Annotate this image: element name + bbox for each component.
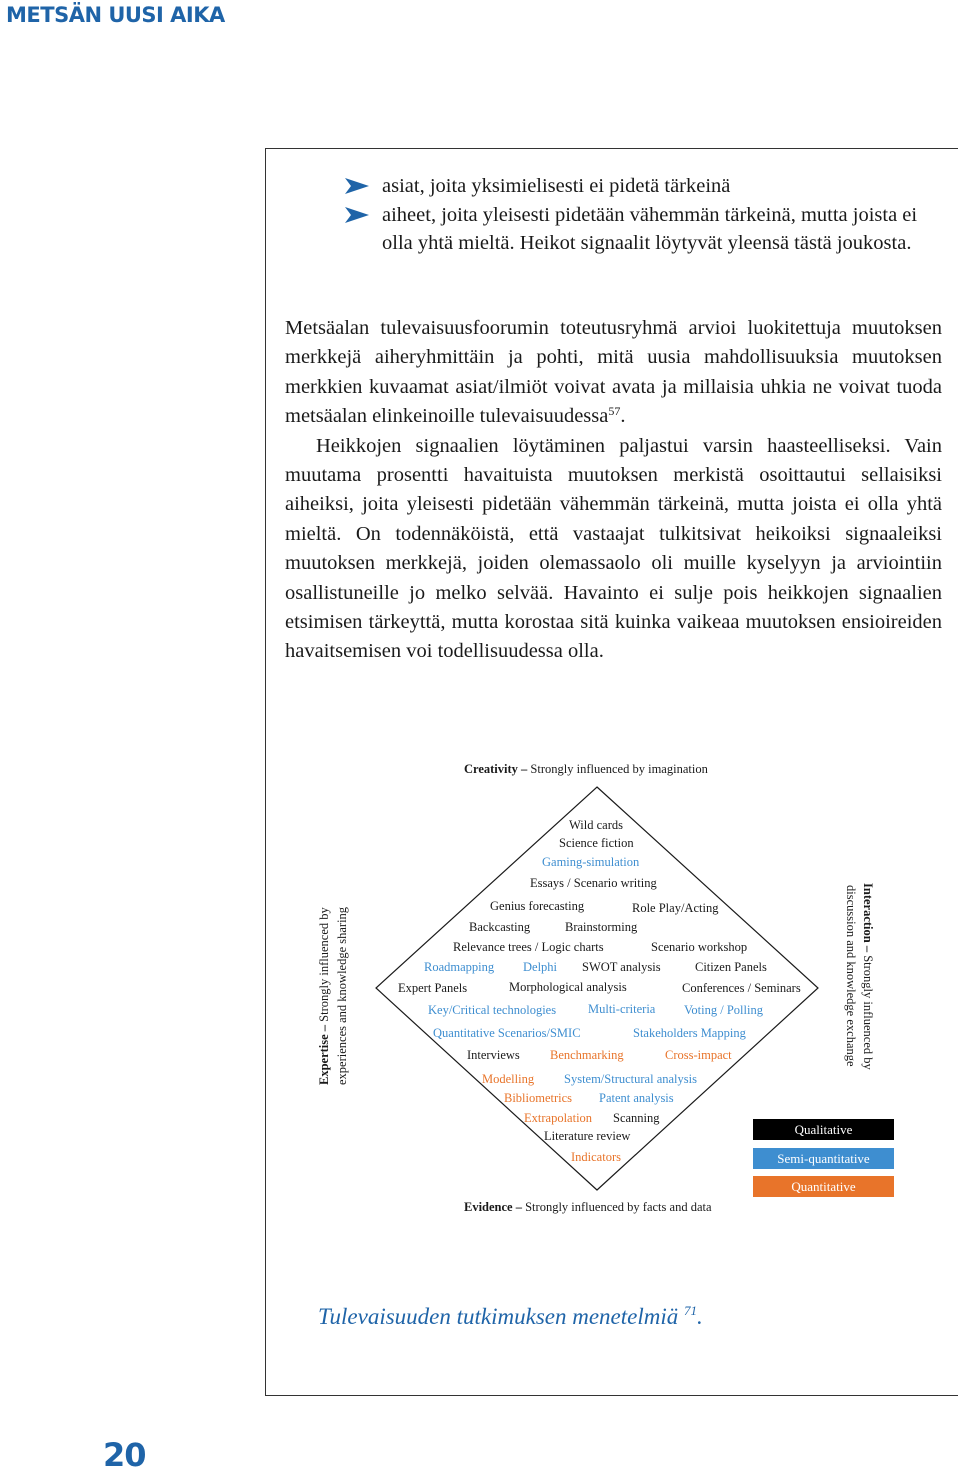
bullet-text: asiat, joita yksimielisesti ei pidetä tärkeinä (382, 175, 731, 197)
page-number: 20 (103, 1436, 146, 1474)
method-label: Genius forecasting (490, 899, 585, 913)
method-label: Roadmapping (424, 960, 495, 974)
method-label: Multi-criteria (588, 1002, 656, 1016)
method-label: Citizen Panels (695, 960, 767, 974)
method-label: Essays / Scenario writing (530, 876, 657, 890)
method-label: Brainstorming (565, 920, 638, 934)
method-label: Modelling (482, 1072, 535, 1086)
method-label: Scenario workshop (651, 940, 748, 954)
method-label: Conferences / Seminars (682, 981, 801, 995)
bullet-text: aiheet, joita yleisesti pidetään vähemmän tärkeinä, mutta joista ei olla yhtä mieltä. Heikot signaalit löytyvät yleensä tästä joukosta. (382, 203, 918, 254)
legend-quantitative: Quantitative (753, 1176, 894, 1197)
method-label: Voting / Polling (684, 1003, 763, 1017)
legend-semi-quantitative: Semi-quantitative (753, 1148, 894, 1169)
method-label: Expert Panels (398, 981, 468, 995)
running-header: METSÄN UUSI AIKA (6, 3, 225, 27)
figure-caption (318, 1304, 703, 1330)
method-label: Delphi (523, 960, 558, 974)
method-label: Scanning (613, 1111, 660, 1125)
method-label: Gaming-simulation (542, 855, 640, 869)
method-label: Wild cards (569, 818, 623, 832)
method-label: Relevance trees / Logic charts (453, 940, 604, 954)
method-label: Literature review (544, 1129, 631, 1143)
method-label: Key/Critical technologies (428, 1003, 557, 1017)
caption-end: . (697, 1304, 703, 1329)
method-label: Cross-impact (665, 1048, 732, 1062)
method-label: System/Structural analysis (564, 1072, 697, 1086)
caption-text: Tulevaisuuden tutkimuksen menetelmiä (318, 1304, 679, 1329)
footnote-ref: 57 (608, 404, 621, 419)
method-label: Science fiction (559, 836, 634, 850)
paragraph-text: Metsäalan tulevaisuusfoorumin toteutusryhmä arvioi luokitettuja muutoksen merkkejä aiheryhmittäin ja pohti, mitä uusia mahdollisuuksia muutoksen merkkien kuvaamat asiat/ilmiöt voivat avata ja millaisia uhkia ne voivat tuoda metsäalan elinkeinoille tulevaisuudessa (285, 317, 942, 428)
method-label: Interviews (467, 1048, 520, 1062)
right-axis-label-line2: discussion and knowledge exchange (844, 885, 858, 1067)
paragraph: Heikkojen signaalien löytäminen paljastui varsin haasteelliseksi. Vain muutama prosentti havaituista muutoksen merkistä osoittautui sellaisiksi aiheiksi, joita yleisesti pidetään vähemmän tärkeinä, mutta joista ei olla yhtä mieltä. On todennäköistä, että vastaajat tulkitsivat heikoiksi signaaleiksi muutoksen merkkejä, joiden olemassaolo oli muille kyselyyn ja arviointiin osallistuneille jo melko selvää. Havainto ei sulje pois heikkojen signaalien etsimisen tärkeyttä, mutta korostaa sitä kuinka vaikeaa muutoksen ensioireiden havaitsemisen voi todellisuudessa olla. (285, 434, 942, 663)
method-label: Extrapolation (524, 1111, 593, 1125)
left-axis-label-line2: experiences and knowledge sharing (335, 906, 349, 1085)
bottom-axis-label: Evidence – Strongly influenced by facts and data (464, 1200, 712, 1214)
method-label: Quantitative Scenarios/SMIC (433, 1026, 581, 1040)
method-label: Patent analysis (599, 1091, 674, 1105)
left-axis-label-line1: Expertise – Strongly influenced by (317, 907, 331, 1085)
caption-ref: 71 (684, 1303, 698, 1318)
method-label: Indicators (571, 1150, 621, 1164)
method-label: Role Play/Acting (632, 901, 719, 915)
top-axis-label: Creativity – Strongly influenced by imagination (464, 762, 708, 776)
paragraph-end: . (620, 405, 626, 428)
method-labels (398, 818, 801, 1164)
method-label: Benchmarking (550, 1048, 624, 1062)
method-label: Bibliometrics (504, 1091, 573, 1105)
method-label: Backcasting (469, 920, 531, 934)
right-axis-label-line1: Interaction – Strongly influenced by (861, 883, 875, 1070)
method-label: Stakeholders Mapping (633, 1026, 746, 1040)
method-label: SWOT analysis (582, 960, 661, 974)
legend-qualitative: Qualitative (753, 1119, 894, 1140)
method-label: Morphological analysis (509, 980, 627, 994)
